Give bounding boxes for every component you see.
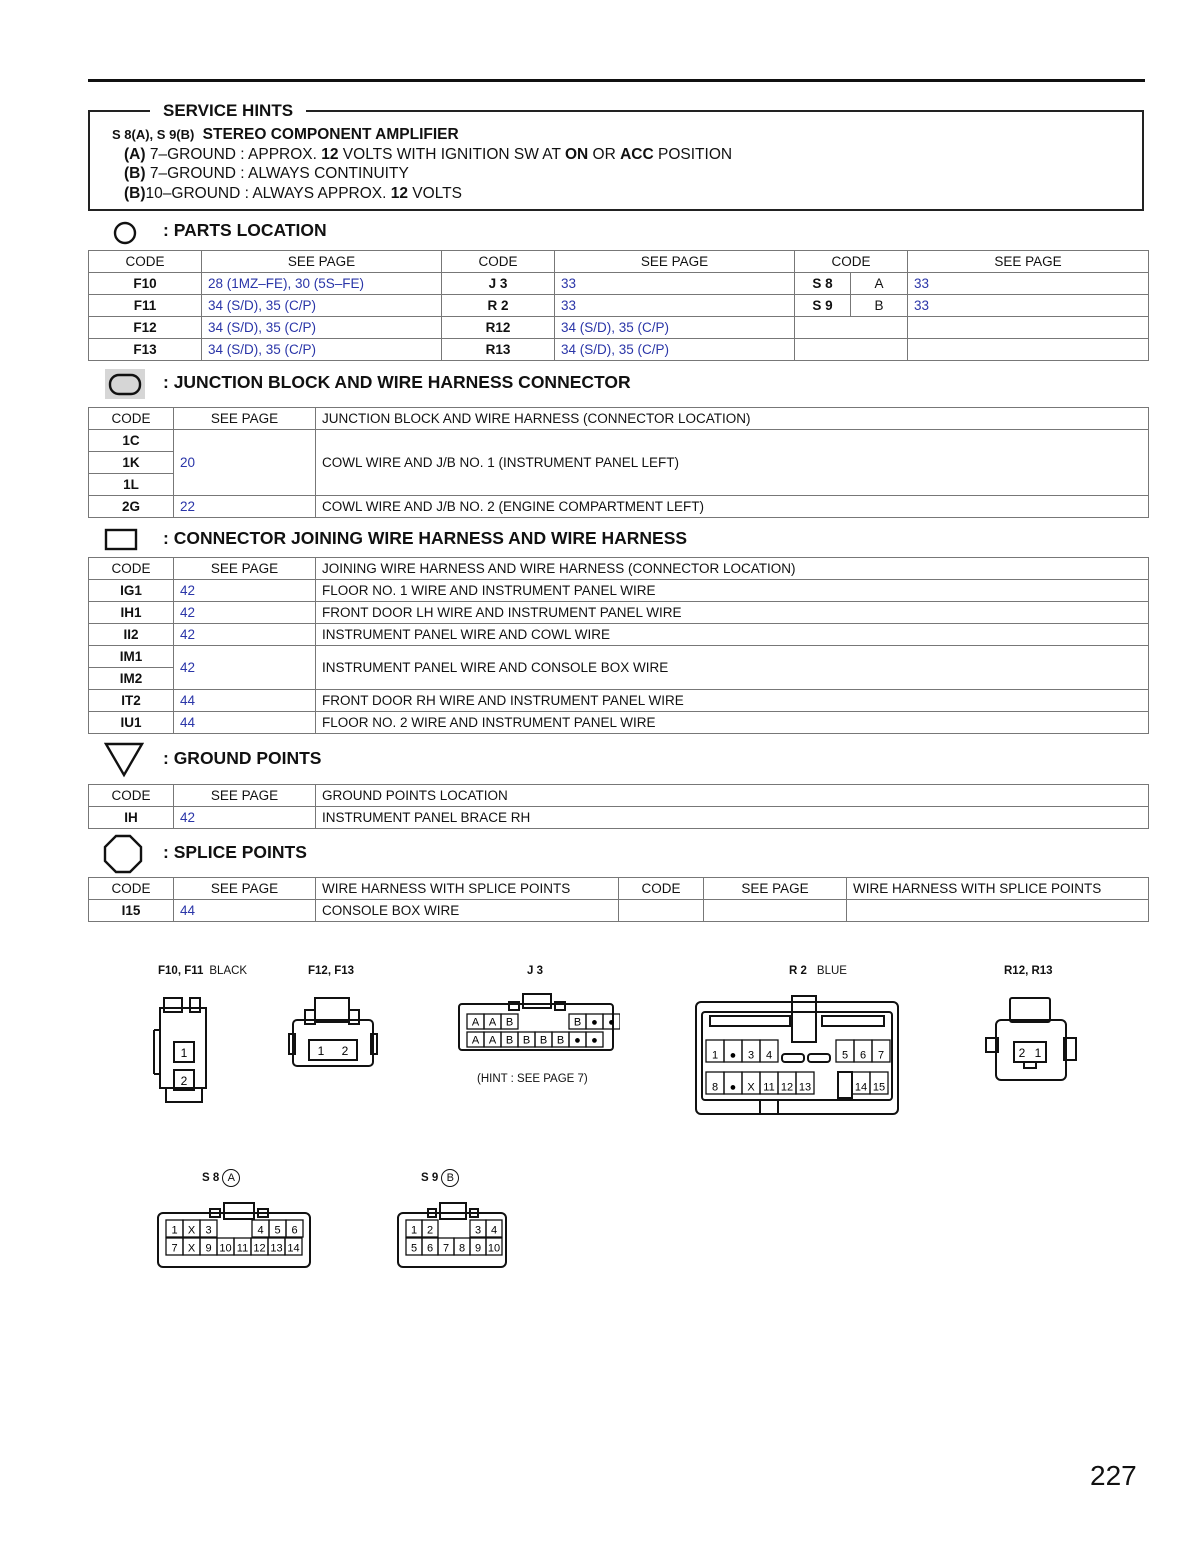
empty-cell — [619, 900, 704, 922]
pin-label: A — [488, 1016, 497, 1029]
pin-label: 9 — [205, 1242, 212, 1255]
description-cell: COWL WIRE AND J/B NO. 2 (ENGINE COMPARTMENT LEFT) — [316, 496, 1149, 518]
table-header-row — [89, 878, 1149, 900]
pin-label: A — [488, 1034, 497, 1047]
connector-f12-diagram — [285, 990, 380, 1080]
pin-label: 7 — [171, 1242, 178, 1255]
rounded-rect-symbol-icon — [104, 368, 146, 400]
connector-label-r2 — [789, 965, 847, 977]
pin-label: A — [471, 1034, 480, 1047]
connector-code: J 3 — [527, 965, 543, 977]
pin-label: 5 — [410, 1242, 418, 1255]
connector-code: R 2 — [789, 965, 807, 977]
pin-label: 8 — [711, 1081, 719, 1094]
header-cell: CODE — [89, 251, 202, 273]
hint-text: VOLTS WITH IGNITION SW AT — [338, 146, 565, 163]
connector-code: R12, R13 — [1004, 965, 1053, 977]
pin-label: 4 — [765, 1049, 773, 1062]
circled-letter: B — [441, 1169, 459, 1187]
see-page-link[interactable]: 44 — [174, 690, 316, 712]
connector-r2-diagram — [690, 990, 905, 1120]
table-row — [89, 580, 1149, 602]
pin-label: 1 — [711, 1049, 719, 1062]
see-page-link[interactable]: 22 — [174, 496, 316, 518]
header-cell: CODE — [89, 408, 174, 430]
code-cell: IH1 — [89, 602, 174, 624]
see-page-link[interactable]: 33 — [908, 273, 1149, 295]
code-cell: IU1 — [89, 712, 174, 734]
connector-label-s8 — [202, 1169, 240, 1187]
pin-label: 2 — [1018, 1046, 1026, 1060]
code-cell: J 3 — [442, 273, 555, 295]
description-cell: FRONT DOOR LH WIRE AND INSTRUMENT PANEL WIRE — [316, 602, 1149, 624]
description-cell: COWL WIRE AND J/B NO. 1 (INSTRUMENT PANEL LEFT) — [316, 430, 1149, 496]
header-cell: CODE — [89, 558, 174, 580]
circle-symbol-icon — [112, 220, 138, 246]
header-cell: WIRE HARNESS WITH SPLICE POINTS — [316, 878, 619, 900]
pin-label: 7 — [877, 1049, 885, 1062]
code-cell: IG1 — [89, 580, 174, 602]
connector-label-r12 — [1004, 965, 1053, 977]
service-hints-title: SERVICE HINTS — [150, 101, 306, 121]
parts-location-title: : PARTS LOCATION — [163, 220, 327, 240]
pin-label: 12 — [253, 1242, 266, 1255]
see-page-link[interactable]: 34 (S/D), 35 (C/P) — [555, 317, 795, 339]
hint-line-2 — [124, 165, 409, 183]
connector-r12-diagram — [980, 990, 1080, 1090]
description-cell: INSTRUMENT PANEL WIRE AND CONSOLE BOX WIRE — [316, 646, 1149, 690]
pin-label: B — [539, 1034, 548, 1047]
junction-block-table — [88, 407, 1149, 518]
pin-label: 12 — [780, 1081, 794, 1094]
hint-text: VOLTS — [408, 185, 462, 202]
pin-label: X — [187, 1224, 196, 1237]
code-cell: S 9 — [795, 295, 851, 317]
pin-label: 6 — [859, 1049, 867, 1062]
ground-points-title: : GROUND POINTS — [163, 748, 322, 768]
see-page-link[interactable]: 42 — [174, 580, 316, 602]
table-header-row — [89, 558, 1149, 580]
header-cell: CODE — [442, 251, 555, 273]
pin-label: 9 — [474, 1242, 482, 1255]
header-cell: SEE PAGE — [174, 408, 316, 430]
header-cell: CODE — [89, 785, 174, 807]
see-page-link[interactable]: 44 — [174, 900, 316, 922]
pin-label: 6 — [426, 1242, 434, 1255]
see-page-link[interactable]: 34 (S/D), 35 (C/P) — [555, 339, 795, 361]
component-code: S 8(A), S 9(B) — [112, 127, 195, 142]
pin-label: X — [747, 1081, 755, 1094]
table-row — [89, 646, 1149, 668]
header-cell: SEE PAGE — [174, 878, 316, 900]
pin-label: X — [187, 1242, 196, 1255]
code-cell: 1K — [89, 452, 174, 474]
code-cell: IT2 — [89, 690, 174, 712]
table-row — [89, 900, 1149, 922]
j3-hint-note: (HINT : SEE PAGE 7) — [477, 1073, 588, 1085]
table-row — [89, 807, 1149, 829]
hint-prefix: (B) — [124, 165, 146, 182]
header-cell: CODE — [89, 878, 174, 900]
hint-value: 12 — [390, 185, 408, 202]
pin-label: ● — [574, 1034, 581, 1047]
table-row — [89, 602, 1149, 624]
pin-label: 1 — [317, 1044, 325, 1058]
pin-label: 6 — [291, 1224, 298, 1237]
pin-label: 11 — [763, 1081, 775, 1094]
hint-text: 7–GROUND : ALWAYS CONTINUITY — [145, 165, 409, 182]
table-row — [89, 430, 1149, 452]
pin-label: ● — [591, 1034, 598, 1047]
pin-label: B — [556, 1034, 565, 1047]
joining-connector-title: : CONNECTOR JOINING WIRE HARNESS AND WIRE HARNESS — [163, 528, 688, 548]
pin-label: 3 — [747, 1049, 755, 1062]
code-cell: R12 — [442, 317, 555, 339]
empty-cell — [704, 900, 847, 922]
pin-label: ● — [729, 1081, 737, 1094]
pin-label: B — [522, 1034, 531, 1047]
pin-label: 10 — [219, 1242, 232, 1255]
table-row — [89, 496, 1149, 518]
hint-text: 7–GROUND : APPROX. — [145, 146, 322, 163]
junction-block-title: : JUNCTION BLOCK AND WIRE HARNESS CONNECTOR — [163, 372, 631, 392]
see-page-link[interactable]: 20 — [174, 430, 316, 496]
rectangle-symbol-icon — [104, 528, 138, 552]
description-cell: CONSOLE BOX WIRE — [316, 900, 619, 922]
description-cell: FLOOR NO. 2 WIRE AND INSTRUMENT PANEL WIRE — [316, 712, 1149, 734]
code-cell: II2 — [89, 624, 174, 646]
empty-cell — [908, 339, 1149, 361]
connector-label-s9 — [421, 1169, 459, 1187]
component-name: STEREO COMPONENT AMPLIFIER — [202, 126, 459, 143]
sub-code-cell: A — [851, 273, 908, 295]
service-hints-heading — [112, 126, 459, 144]
hint-line-3 — [124, 185, 462, 203]
connector-s8-diagram — [152, 1195, 317, 1275]
pin-label: 1 — [1034, 1046, 1042, 1060]
code-cell: F11 — [89, 295, 202, 317]
triangle-symbol-icon — [104, 742, 144, 778]
empty-cell — [908, 317, 1149, 339]
pin-label: 10 — [487, 1242, 501, 1255]
see-page-link[interactable]: 34 (S/D), 35 (C/P) — [202, 317, 442, 339]
see-page-link[interactable]: 42 — [174, 624, 316, 646]
code-cell: R 2 — [442, 295, 555, 317]
code-cell: I15 — [89, 900, 174, 922]
hint-prefix: (B) — [124, 185, 146, 202]
empty-cell — [795, 317, 908, 339]
table-header-row — [89, 785, 1149, 807]
table-row — [89, 712, 1149, 734]
empty-cell — [795, 339, 908, 361]
header-cell: WIRE HARNESS WITH SPLICE POINTS — [847, 878, 1149, 900]
header-cell: SEE PAGE — [202, 251, 442, 273]
pin-label: 5 — [841, 1049, 849, 1062]
hint-value: 12 — [321, 146, 339, 163]
see-page-link[interactable]: 42 — [174, 807, 316, 829]
connector-color: BLACK — [209, 965, 248, 977]
code-cell: R13 — [442, 339, 555, 361]
pin-label: 1 — [171, 1224, 178, 1237]
see-page-link[interactable]: 34 (S/D), 35 (C/P) — [202, 339, 442, 361]
header-cell: GROUND POINTS LOCATION — [316, 785, 1149, 807]
pin-label: ● — [729, 1049, 737, 1062]
header-cell: JUNCTION BLOCK AND WIRE HARNESS (CONNECTOR LOCATION) — [316, 408, 1149, 430]
connector-label-f10 — [158, 965, 247, 977]
connector-color: BLUE — [816, 965, 847, 977]
sub-code-cell: B — [851, 295, 908, 317]
pin-label: 3 — [205, 1224, 212, 1237]
code-cell: 1C — [89, 430, 174, 452]
see-page-link[interactable]: 42 — [174, 602, 316, 624]
see-page-link[interactable]: 42 — [174, 646, 316, 690]
connector-label-f12 — [308, 965, 354, 977]
code-cell: F12 — [89, 317, 202, 339]
pin-label: B — [505, 1034, 514, 1047]
pin-label: 2 — [426, 1224, 434, 1237]
hint-value: ON — [564, 146, 589, 163]
connector-code: S 8 — [202, 1172, 220, 1184]
code-cell: S 8 — [795, 273, 851, 295]
connector-code: S 9 — [421, 1172, 439, 1184]
pin-label: 4 — [490, 1224, 498, 1237]
hint-prefix: (A) — [124, 146, 146, 163]
ground-points-table — [88, 784, 1149, 829]
table-row — [89, 339, 1149, 361]
table-row — [89, 624, 1149, 646]
header-cell: CODE — [795, 251, 908, 273]
description-cell: INSTRUMENT PANEL BRACE RH — [316, 807, 1149, 829]
see-page-link[interactable]: 28 (1MZ–FE), 30 (5S–FE) — [202, 273, 442, 295]
pin-label: 1 — [180, 1046, 188, 1060]
code-cell: F10 — [89, 273, 202, 295]
pin-label: 13 — [270, 1242, 283, 1255]
code-cell: 1L — [89, 474, 174, 496]
pin-label: ● — [591, 1016, 598, 1029]
code-cell: IM2 — [89, 668, 174, 690]
code-cell: IH — [89, 807, 174, 829]
see-page-link[interactable]: 34 (S/D), 35 (C/P) — [202, 295, 442, 317]
top-rule — [88, 79, 1145, 82]
description-cell: INSTRUMENT PANEL WIRE AND COWL WIRE — [316, 624, 1149, 646]
hint-line-1 — [124, 146, 732, 164]
pin-label: 14 — [287, 1242, 300, 1255]
connector-code: F12, F13 — [308, 965, 355, 977]
see-page-link[interactable]: 33 — [908, 295, 1149, 317]
joining-connector-table — [88, 557, 1149, 734]
header-cell: SEE PAGE — [704, 878, 847, 900]
see-page-link[interactable]: 33 — [555, 273, 795, 295]
pin-label: ● — [608, 1016, 615, 1029]
header-cell: JOINING WIRE HARNESS AND WIRE HARNESS (CONNECTOR LOCATION) — [316, 558, 1149, 580]
pin-label: 15 — [872, 1081, 886, 1094]
connector-j3-diagram — [455, 990, 620, 1062]
table-header-row — [89, 408, 1149, 430]
table-header-row — [89, 251, 1149, 273]
code-cell: F13 — [89, 339, 202, 361]
connector-label-j3 — [527, 965, 543, 977]
splice-points-table — [88, 877, 1149, 922]
header-cell: SEE PAGE — [908, 251, 1149, 273]
hint-text: OR — [588, 146, 621, 163]
pin-label: 14 — [854, 1081, 868, 1094]
splice-points-title: : SPLICE POINTS — [163, 842, 307, 862]
hint-text: 10–GROUND : ALWAYS APPROX. — [145, 185, 391, 202]
header-cell: SEE PAGE — [174, 558, 316, 580]
connector-code: F10, F11 — [158, 965, 204, 977]
table-row — [89, 317, 1149, 339]
pin-label: 8 — [458, 1242, 466, 1255]
description-cell: FLOOR NO. 1 WIRE AND INSTRUMENT PANEL WIRE — [316, 580, 1149, 602]
pin-label: 7 — [442, 1242, 450, 1255]
page-number: 227 — [1090, 1460, 1137, 1491]
pin-label: 13 — [798, 1081, 812, 1094]
pin-label: 1 — [410, 1224, 418, 1237]
see-page-link[interactable]: 44 — [174, 712, 316, 734]
connector-f10-diagram — [150, 990, 220, 1110]
table-row — [89, 295, 1149, 317]
code-cell: 2G — [89, 496, 174, 518]
octagon-symbol-icon — [103, 834, 143, 874]
table-row — [89, 690, 1149, 712]
pin-label: 5 — [274, 1224, 281, 1237]
pin-label: 11 — [236, 1242, 249, 1255]
header-cell: SEE PAGE — [174, 785, 316, 807]
parts-location-table — [88, 250, 1149, 361]
pin-label: B — [573, 1016, 582, 1029]
circled-letter: A — [222, 1169, 240, 1187]
hint-text: POSITION — [653, 146, 733, 163]
pin-label: 2 — [180, 1074, 188, 1088]
pin-label: B — [505, 1016, 514, 1029]
description-cell: FRONT DOOR RH WIRE AND INSTRUMENT PANEL WIRE — [316, 690, 1149, 712]
see-page-link[interactable]: 33 — [555, 295, 795, 317]
pin-label: 2 — [341, 1044, 349, 1058]
pin-label: A — [471, 1016, 480, 1029]
empty-cell — [847, 900, 1149, 922]
connector-s9-diagram — [392, 1195, 512, 1275]
pin-label: 3 — [474, 1224, 482, 1237]
code-cell: IM1 — [89, 646, 174, 668]
header-cell: SEE PAGE — [555, 251, 795, 273]
pin-label: 4 — [257, 1224, 264, 1237]
header-cell: CODE — [619, 878, 704, 900]
hint-value: ACC — [620, 146, 654, 163]
table-row — [89, 273, 1149, 295]
